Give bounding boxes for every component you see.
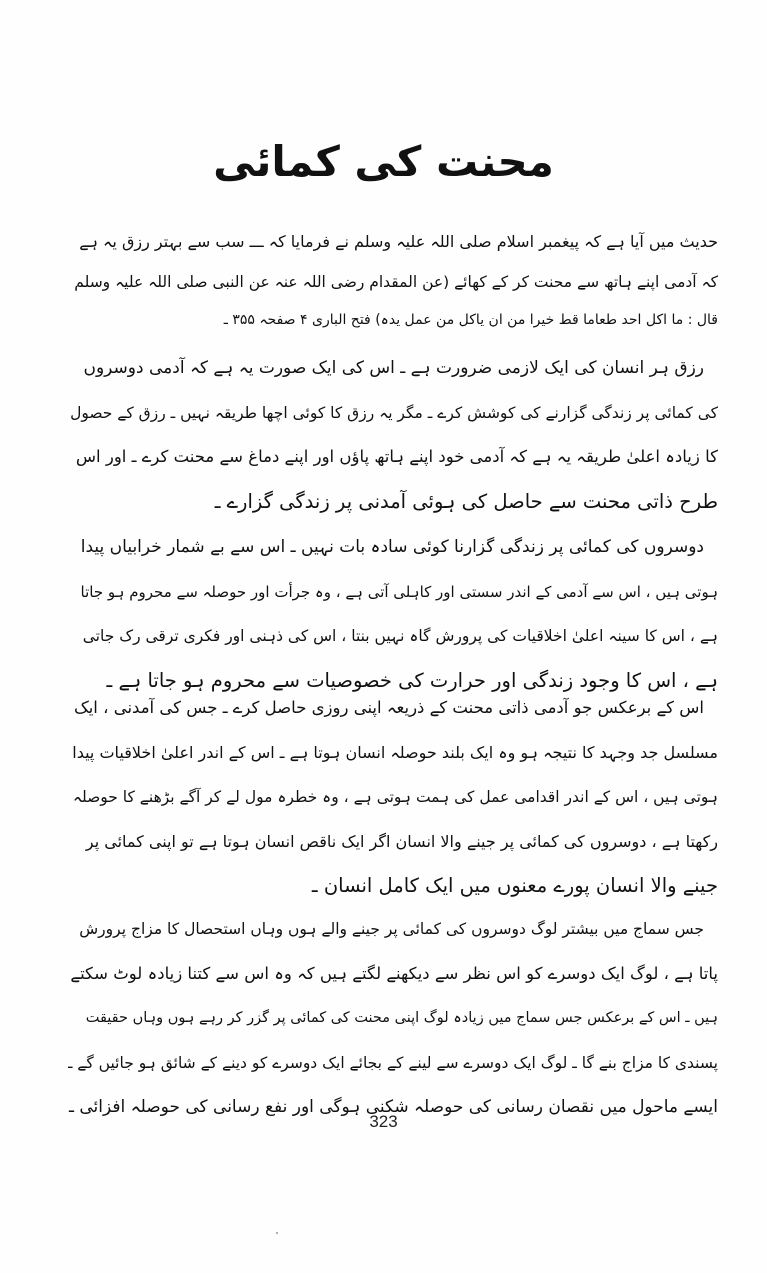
paragraph-4 xyxy=(68,907,718,1130)
text-line: ہے ، اس کا وجود زندگی اور حرارت کی خصوصیات سے محروم ہو جاتا ہے ـ xyxy=(106,668,718,692)
hadith-line: حدیث میں آیا ہے کہ پیغمبر اسلام صلی اللہ علیہ وسلم نے فرمایا کہ ـــ سب سے بہتر رزق یہ ہے xyxy=(79,232,718,251)
paragraph-2 xyxy=(68,525,718,703)
page-number: 323 xyxy=(369,1112,398,1131)
text-line: مسلسل جد وجہد کا نتیجہ ہو وہ ایک بلند حوصلہ انسان ہوتا ہے ـ اس کے اندر اعلیٰ اخلاقیات پیدا xyxy=(72,742,718,762)
scan-speck xyxy=(276,1232,278,1234)
hadith-line: کہ آدمی اپنے ہاتھ سے محنت کر کے کھائے (عن المقدام رضی اللہ عنہ عن النبی صلی اللہ علیہ وسلم xyxy=(74,273,718,291)
text-line: ہیں ـ اس کے برعکس جس سماج میں زیادہ لوگ اپنی محنت کی کمائی پر گزر کر رہے ہوں وہاں حقیقت xyxy=(85,1010,718,1026)
hadith-line: قال : ما اکل احد طعاما قط خیرا من ان یاکل من عمل یدہ) فتح الباری ۴ صفحہ ۳۵۵ ـ xyxy=(223,312,718,328)
paragraph-3 xyxy=(68,686,718,909)
text-line: کا زیادہ اعلیٰ طریقہ یہ ہے کہ آدمی خود اپنے ہاتھ پاؤں اور اپنے دماغ سے محنت کرے ـ اور اس xyxy=(75,447,718,466)
text-line: جس سماج میں بیشتر لوگ دوسروں کی کمائی پر جینے والے ہوں وہاں استحصال کا مزاج پرورش xyxy=(79,920,704,938)
text-line: کی کمائی پر زندگی گزارنے کی کوشش کرے ـ مگر یہ رزق کا کوئی اچھا طریقہ نہیں ـ رزق کے حصول xyxy=(70,403,718,422)
text-line: رزق ہر انسان کی ایک لازمی ضرورت ہے ـ اس کی ایک صورت یہ ہے کہ آدمی دوسروں xyxy=(83,358,704,378)
text-line: پاتا ہے ، لوگ ایک دوسرے کو اس نظر سے دیکھنے لگتے ہیں کہ وہ اس سے کتنا زیادہ لوٹ سکتے xyxy=(70,963,718,983)
text-line: طرح ذاتی محنت سے حاصل کی ہوئی آمدنی پر زندگی گزارے ـ xyxy=(214,489,718,513)
text-line: ہوتی ہیں ، اس کے اندر اقدامی عمل کی ہمت ہوتی ہے ، وہ خطرہ مول لے کر آگے بڑھنے کا حوصلہ xyxy=(72,788,718,806)
text-line: ہے ، اس کا سینہ اعلیٰ اخلاقیات کی پرورش گاہ نہیں بنتا ، اس کی ذہنی اور فکری ترقی رک جاتی xyxy=(82,627,718,645)
paragraph-1 xyxy=(68,346,718,524)
text-line: پسندی کا مزاج بنے گا ـ لوگ ایک دوسرے سے لینے کے بجائے ایک دوسرے کو دینے کے شائق ہو جائیں گے ـ xyxy=(68,1053,718,1072)
text-line: رکھتا ہے ، دوسروں کی کمائی پر جینے والا انسان اگر ایک ناقص انسان ہوتا ہے تو اپنی کمائی پر xyxy=(85,831,718,851)
chapter-title: محنت کی کمائی xyxy=(213,137,554,186)
text-line: دوسروں کی کمائی پر زندگی گزارنا کوئی سادہ بات نہیں ـ اس سے بے شمار خرابیاں پیدا xyxy=(80,537,704,557)
hadith-block xyxy=(68,222,718,338)
text-line: اس کے برعکس جو آدمی ذاتی محنت کے ذریعہ اپنی روزی حاصل کرے ـ جس کی آمدنی ، ایک xyxy=(73,698,704,717)
text-line: ایسے ماحول میں نقصان رسانی کی حوصلہ شکنی ہوگی اور نفع رسانی کی حوصلہ افزائی ـ xyxy=(69,1097,718,1117)
text-line: ہوتی ہیں ، اس سے آدمی کے اندر سستی اور کاہلی آتی ہے ، وہ جرأت اور حوصلہ سے محروم ہو جاتا xyxy=(80,582,718,601)
text-line: جینے والا انسان پورے معنوں میں ایک کامل انسان ـ xyxy=(311,874,718,897)
